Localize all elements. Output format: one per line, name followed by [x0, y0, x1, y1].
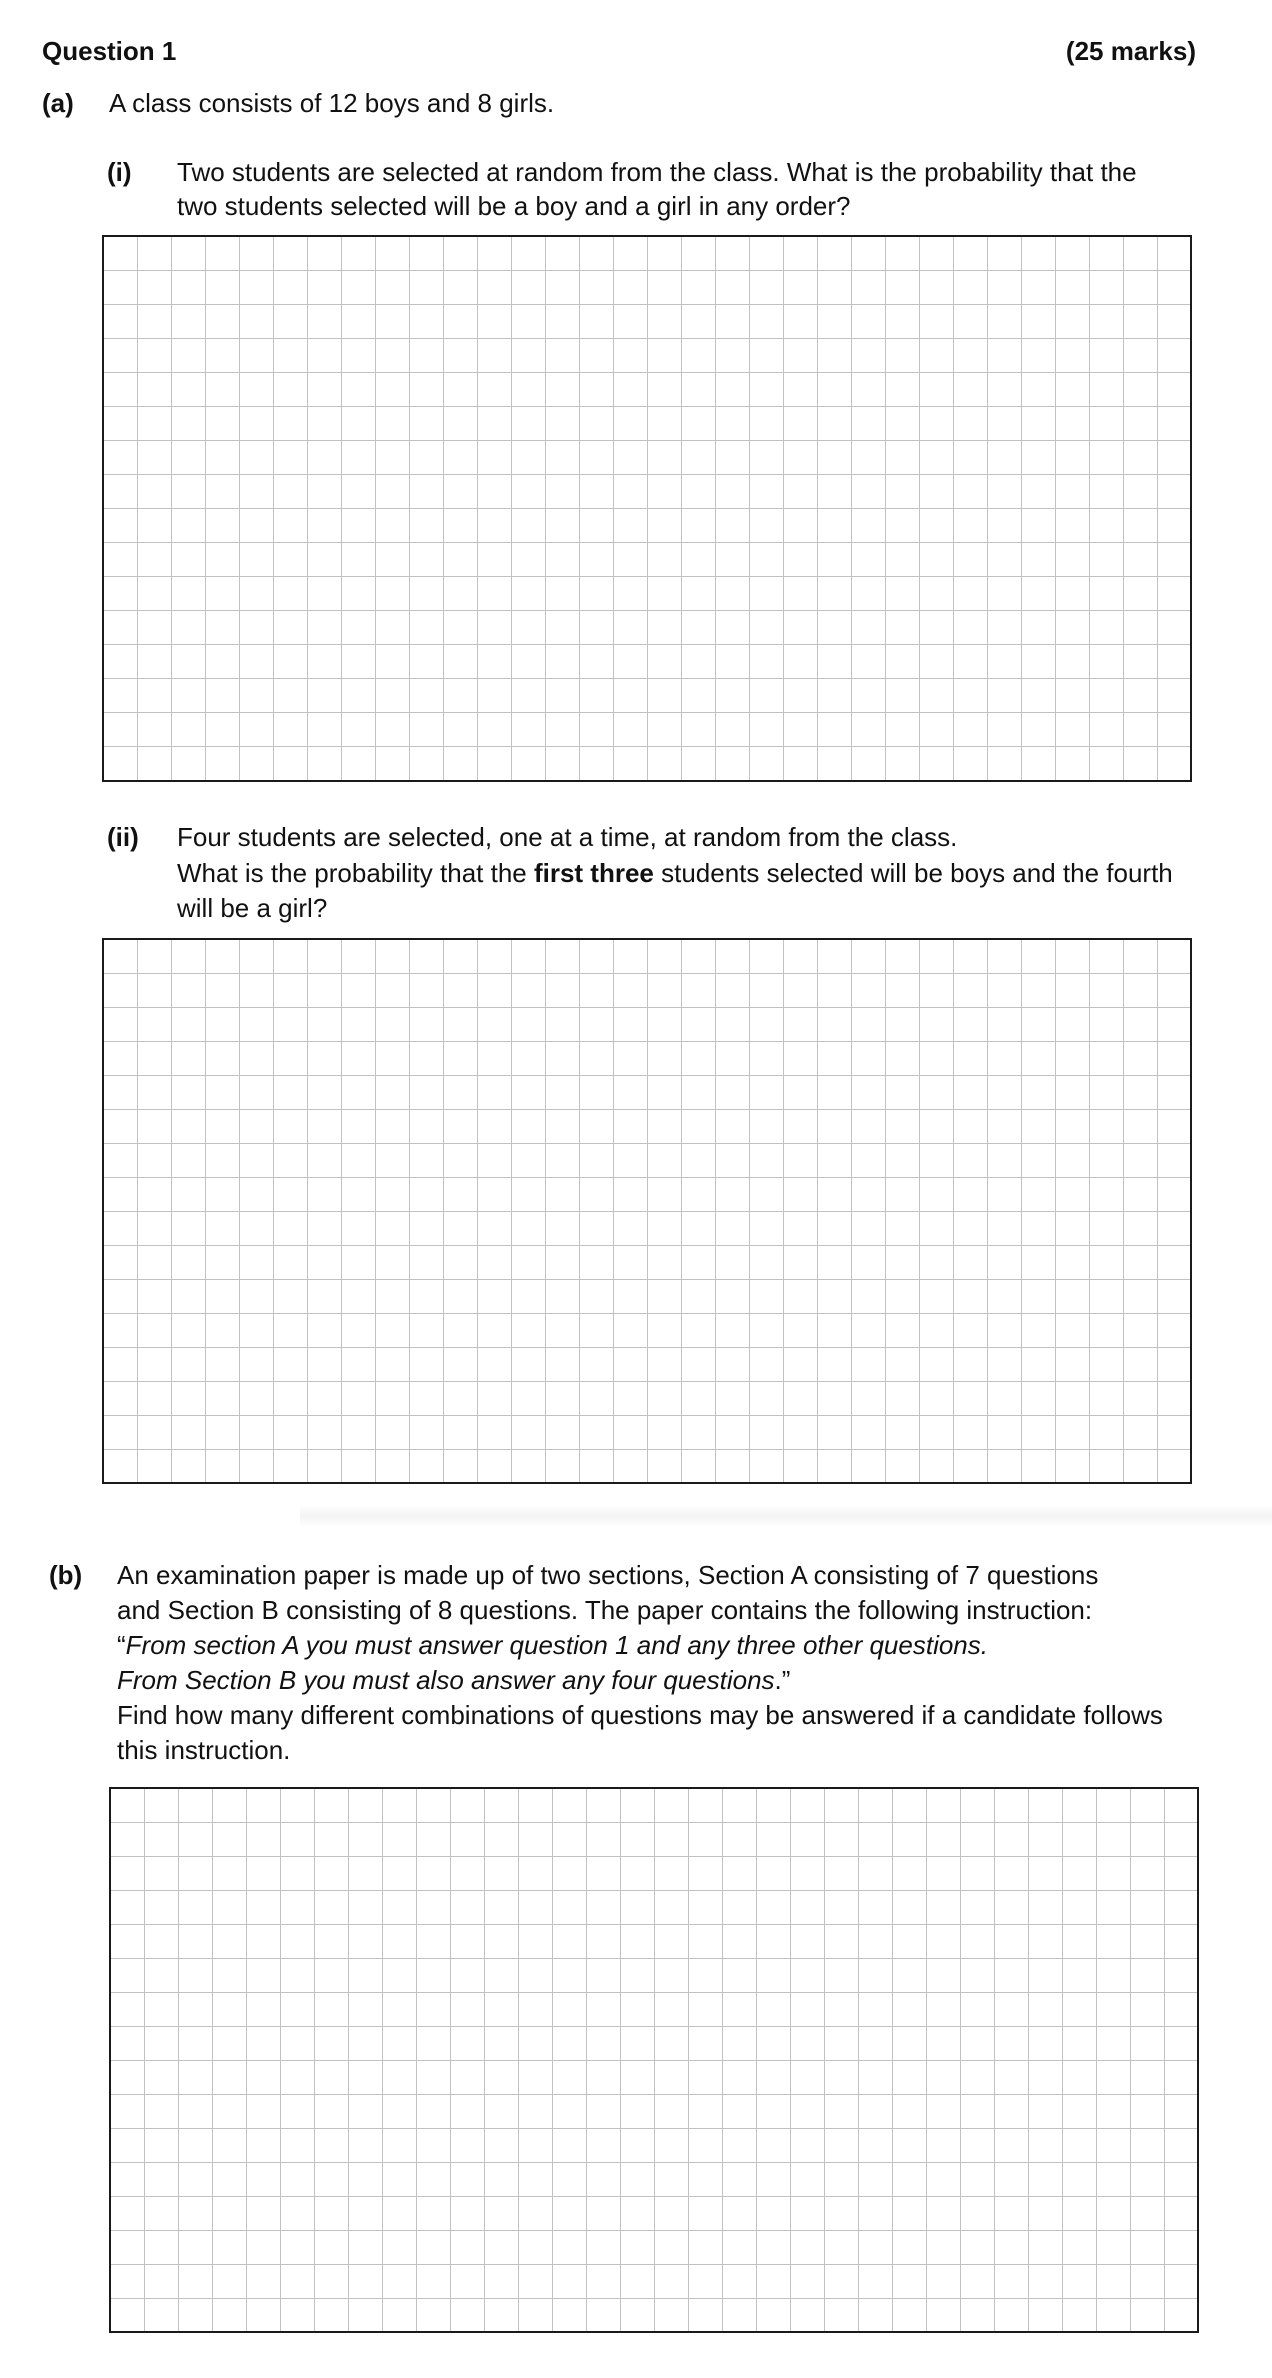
part-b-instruction-line2 — [117, 1663, 790, 1697]
question-marks: (25 marks) — [1065, 36, 1196, 66]
answer-grid-a-i[interactable] — [102, 235, 1192, 782]
instruction-text-2: From Section B you must also answer any four questions — [117, 1665, 775, 1695]
part-b-text-line5: Find how many different combinations of questions may be answered if a candidate follows — [117, 1700, 1163, 1730]
instruction-quote-open: “ — [117, 1630, 126, 1660]
part-b-text-line6: this instruction. — [117, 1735, 291, 1765]
part-b-text-line2: and Section B consisting of 8 questions. The paper contains the following instruction: — [117, 1595, 1093, 1625]
answer-grid-b[interactable] — [109, 1787, 1199, 2333]
instruction-text-1: From section A you must answer question 1 and any three other questions. — [125, 1630, 988, 1660]
sub-i-label: (i) — [107, 157, 132, 187]
part-b-label: (b) — [49, 1560, 83, 1590]
instruction-quote-close: .” — [774, 1665, 791, 1695]
part-b-text-line1: An examination paper is made up of two sections, Section A consisting of 7 questions — [117, 1560, 1099, 1590]
sub-ii-text-line1: Four students are selected, one at a time, at random from the class. — [177, 822, 958, 852]
sub-ii-text-after: students selected will be boys and the fourth — [653, 858, 1173, 888]
part-a-intro: A class consists of 12 boys and 8 girls. — [109, 88, 555, 118]
sub-i-text-line2: two students selected will be a boy and a girl in any order? — [177, 191, 851, 221]
page-shade-band — [300, 1505, 1272, 1527]
sub-i-text-line1: Two students are selected at random from the class. What is the probability that the — [177, 157, 1137, 187]
answer-grid-a-ii[interactable] — [102, 938, 1192, 1484]
question-title: Question 1 — [42, 36, 177, 66]
part-b-instruction-line1 — [117, 1628, 988, 1662]
sub-ii-text-line2 — [177, 856, 1173, 890]
sub-ii-text-before: What is the probability that the — [177, 858, 534, 888]
sub-ii-text-line3: will be a girl? — [177, 893, 328, 923]
sub-ii-text-emphasis: first three — [533, 858, 654, 888]
sub-ii-label: (ii) — [107, 822, 139, 852]
part-a-label: (a) — [42, 88, 74, 118]
